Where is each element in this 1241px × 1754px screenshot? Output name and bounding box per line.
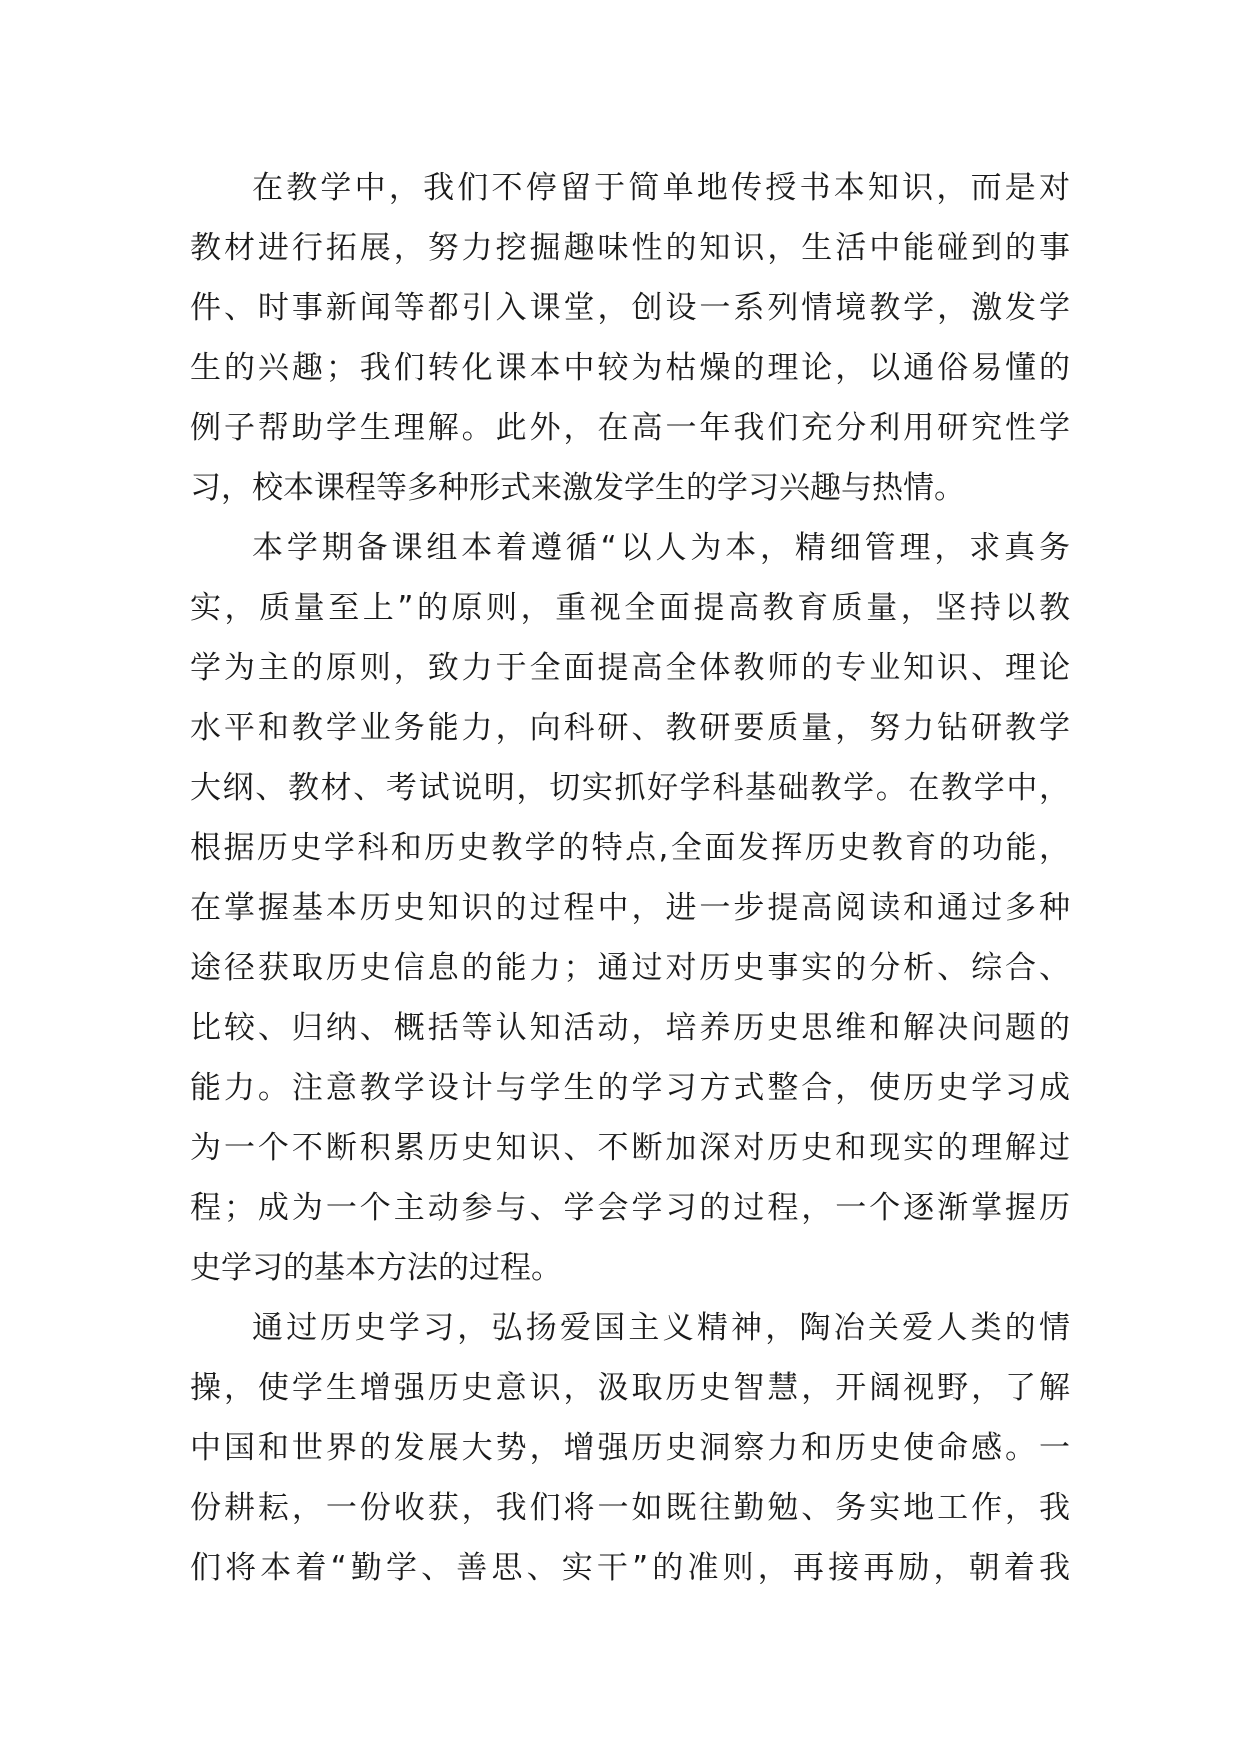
text-line: 比较、归纳、概括等认知活动，培养历史思维和解决问题的 xyxy=(190,1010,1070,1046)
text-line: 生的兴趣；我们转化课本中较为枯燥的理论，以通俗易懂的 xyxy=(190,350,1070,386)
text-line: 操，使学生增强历史意识，汲取历史智慧，开阔视野，了解 xyxy=(190,1370,1070,1406)
paragraph-3 xyxy=(190,1298,1070,1598)
text-line: 在教学中，我们不停留于简单地传授书本知识，而是对 xyxy=(252,170,1070,206)
text-line: 通过历史学习，弘扬爱国主义精神，陶冶关爱人类的情 xyxy=(252,1310,1070,1346)
text-line: 根据历史学科和历史教学的特点,全面发挥历史教育的功能， xyxy=(190,830,1070,866)
text-line: 习，校本课程等多种形式来激发学生的学习兴趣与热情。 xyxy=(190,470,965,506)
document-body xyxy=(190,158,1070,1598)
text-line: 为一个不断积累历史知识、不断加深对历史和现实的理解过 xyxy=(190,1130,1070,1166)
text-line: 本学期备课组本着遵循“以人为本，精细管理，求真务 xyxy=(252,530,1070,566)
paragraph-2 xyxy=(190,518,1070,1298)
text-line: 们将本着“勤学、善思、实干”的准则，再接再励，朝着我 xyxy=(190,1550,1070,1586)
text-line: 途径获取历史信息的能力；通过对历史事实的分析、综合、 xyxy=(190,950,1070,986)
text-line: 程；成为一个主动参与、学会学习的过程，一个逐渐掌握历 xyxy=(190,1190,1070,1226)
text-line: 大纲、教材、考试说明，切实抓好学科基础教学。在教学中， xyxy=(190,770,1070,806)
text-line: 史学习的基本方法的过程。 xyxy=(190,1250,562,1286)
paragraph-1 xyxy=(190,158,1070,518)
text-line: 件、时事新闻等都引入课堂，创设一系列情境教学，激发学 xyxy=(190,290,1070,326)
text-line: 中国和世界的发展大势，增强历史洞察力和历史使命感。一 xyxy=(190,1430,1070,1466)
text-line: 教材进行拓展，努力挖掘趣味性的知识，生活中能碰到的事 xyxy=(190,230,1070,266)
text-line: 在掌握基本历史知识的过程中，进一步提高阅读和通过多种 xyxy=(190,890,1070,926)
text-line: 水平和教学业务能力，向科研、教研要质量，努力钻研教学 xyxy=(190,710,1070,746)
text-line: 能力。注意教学设计与学生的学习方式整合，使历史学习成 xyxy=(190,1070,1070,1106)
text-line: 例子帮助学生理解。此外，在高一年我们充分利用研究性学 xyxy=(190,410,1070,446)
text-line: 学为主的原则，致力于全面提高全体教师的专业知识、理论 xyxy=(190,650,1070,686)
text-line: 份耕耘，一份收获，我们将一如既往勤勉、务实地工作，我 xyxy=(190,1490,1070,1526)
text-line: 实，质量至上”的原则，重视全面提高教育质量，坚持以教 xyxy=(190,590,1070,626)
